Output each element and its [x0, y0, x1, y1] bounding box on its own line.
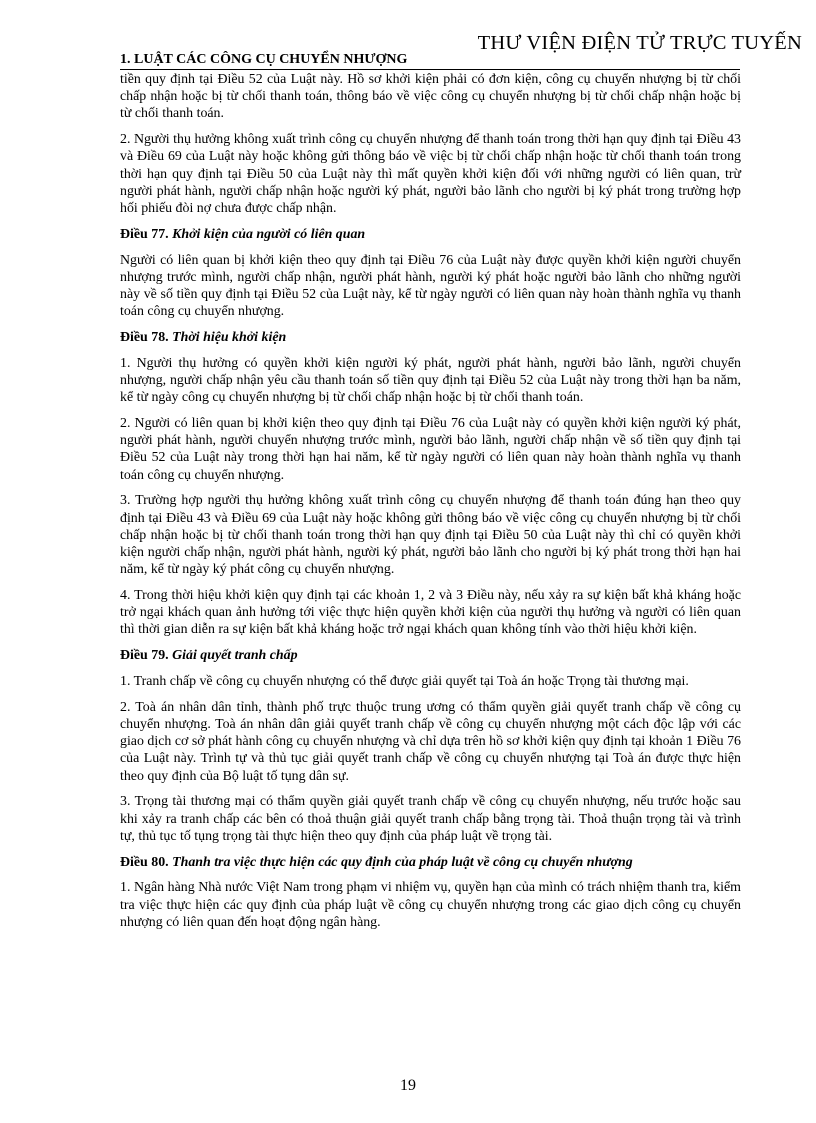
article-number: Điều 77.	[120, 226, 169, 242]
page-header	[0, 0, 816, 70]
article-title: Khởi kiện của người có liên quan	[172, 226, 366, 242]
article-heading	[120, 226, 741, 243]
paragraph: 1. Ngân hàng Nhà nước Việt Nam trong phạm vi nhiệm vụ, quyền hạn của mình có trách nhiệm thanh tra, kiểm tra việc thực hiện các quy định của pháp luật về công cụ chuyển nhượng trong các giao dịch công cụ chuyển nhượng có liên quan đến hoạt động ngân hàng.	[120, 880, 741, 930]
paragraph: 4. Trong thời hiệu khởi kiện quy định tại các khoản 1, 2 và 3 Điều này, nếu xảy ra sự kiện bất khả kháng hoặc trở ngại khách quan ảnh hưởng tới việc thực hiện quyền khởi kiện của người thụ hưởng và người có liên quan thì thời gian diễn ra sự kiện bất khả kháng hoặc trở ngại khách quan không tính vào thời hiệu khởi kiện.	[120, 588, 741, 638]
header-divider	[120, 69, 740, 70]
page-number: 19	[400, 1077, 416, 1094]
article-number: Điều 80.	[120, 854, 169, 870]
paragraph: 1. Người thụ hưởng có quyền khởi kiện người ký phát, người phát hành, người bảo lãnh, người chuyển nhượng, người chấp nhận yêu cầu thanh toán số tiền quy định tại Điều 52 của Luật này trong thời hạn ba năm, kể từ ngày công cụ chuyển nhượng bị từ chối chấp nhận hoặc bị từ chối thanh toán.	[120, 355, 741, 406]
paragraph: 1. Tranh chấp về công cụ chuyển nhượng có thể được giải quyết tại Toà án hoặc Trọng tài thương mại.	[120, 674, 689, 690]
paragraph: 2. Toà án nhân dân tỉnh, thành phố trực thuộc trung ương có thẩm quyền giải quyết tranh chấp về công cụ chuyển nhượng. Toà án nhân dân giải quyết tranh chấp về công cụ chuyển nhượng một cách độc lập với các giao dịch cơ sở phát hành công cụ chuyển nhượng và chỉ dựa trên hồ sơ khởi kiện quy định tại khoản 1 Điều 76 của Luật này. Trình tự và thủ tục giải quyết tranh chấp về công cụ chuyển nhượng tại Toà án được thực hiện theo quy định của Bộ luật tố tụng dân sự.	[120, 699, 741, 784]
paragraph: 3. Trọng tài thương mại có thẩm quyền giải quyết tranh chấp về công cụ chuyển nhượng, nếu trước hoặc sau khi xảy ra tranh chấp các bên có thoả thuận giải quyết tranh chấp bằng trọng tài. Thoả thuận trọng tài và trình tự, thủ tục tố tụng trọng tài thực hiện theo quy định của pháp luật về trọng tài.	[120, 794, 741, 844]
site-title: THƯ VIỆN ĐIỆN TỬ TRỰC TUYẾN	[477, 32, 802, 54]
paragraph: Người có liên quan bị khởi kiện theo quy định tại Điều 76 của Luật này được quyền khởi kiện người chuyển nhượng trước mình, người chấp nhận, người phát hành, người ký phát hoặc người bảo lãnh cho những người này về số tiền quy định tại Điều 52 của Luật này, kể từ ngày người có liên quan này hoàn thành nghĩa vụ thanh toán công cụ chuyển nhượng.	[120, 252, 741, 320]
article-title: Giải quyết tranh chấp	[172, 648, 298, 664]
article-heading	[120, 854, 741, 871]
paragraph: 3. Trường hợp người thụ hưởng không xuất trình công cụ chuyển nhượng để thanh toán đúng hạn theo quy định tại Điều 43 và Điều 69 của Luật này hoặc không gửi thông báo về việc công cụ chuyển nhượng bị từ chối chấp nhận hoặc bị từ chối thanh toán trong thời hạn quy định tại Điều 50 của Luật này thì chỉ có quyền khởi kiện người chấp nhận, người phát hành, người ký phát, người bảo lãnh cho người bị ký phát trong thời hạn hai năm, kể từ ngày ký phát công cụ chuyển nhượng.	[120, 493, 741, 578]
paragraph: 2. Người có liên quan bị khởi kiện theo quy định tại Điều 76 của Luật này có quyền khởi kiện người ký phát, người phát hành, người chuyển nhượng trước mình, người bảo lãnh, người chấp nhận về số tiền quy định tại Điều 52 của Luật này trong thời hạn hai năm, kể từ ngày người có liên quan này hoàn thành nghĩa vụ thanh toán công cụ chuyển nhượng.	[120, 416, 741, 483]
article-number: Điều 79.	[120, 648, 169, 664]
document-body	[120, 71, 741, 940]
article-heading	[120, 329, 741, 346]
paragraph: 2. Người thụ hưởng không xuất trình công cụ chuyển nhượng để thanh toán trong thời hạn quy định tại Điều 43 và Điều 69 của Luật này hoặc không gửi thông báo về việc bị từ chối chấp nhận hoặc từ chối thanh toán trong thời hạn quy định tại Điều 50 của Luật này thì mất quyền khởi kiện đối với những người có liên quan, trừ người phát hành, người chấp nhận hoặc người ký phát, người bảo lãnh cho người bị ký phát trong trường hợp hối phiếu đòi nợ chưa được chấp nhận.	[120, 132, 741, 217]
article-heading	[120, 647, 741, 664]
article-number: Điều 78.	[120, 330, 169, 346]
paragraph: tiền quy định tại Điều 52 của Luật này. Hồ sơ khởi kiện phải có đơn kiện, công cụ chuyển nhượng bị từ chối chấp nhận hoặc bị từ chối thanh toán, thông báo về việc công cụ chuyển nhượng bị từ chối chấp nhận hoặc bị từ chối thanh toán.	[120, 72, 741, 122]
article-title: Thời hiệu khởi kiện	[172, 330, 287, 346]
section-title: 1. LUẬT CÁC CÔNG CỤ CHUYỂN NHƯỢNG	[120, 52, 408, 67]
article-title: Thanh tra việc thực hiện các quy định của pháp luật về công cụ chuyển nhượng	[172, 854, 633, 870]
